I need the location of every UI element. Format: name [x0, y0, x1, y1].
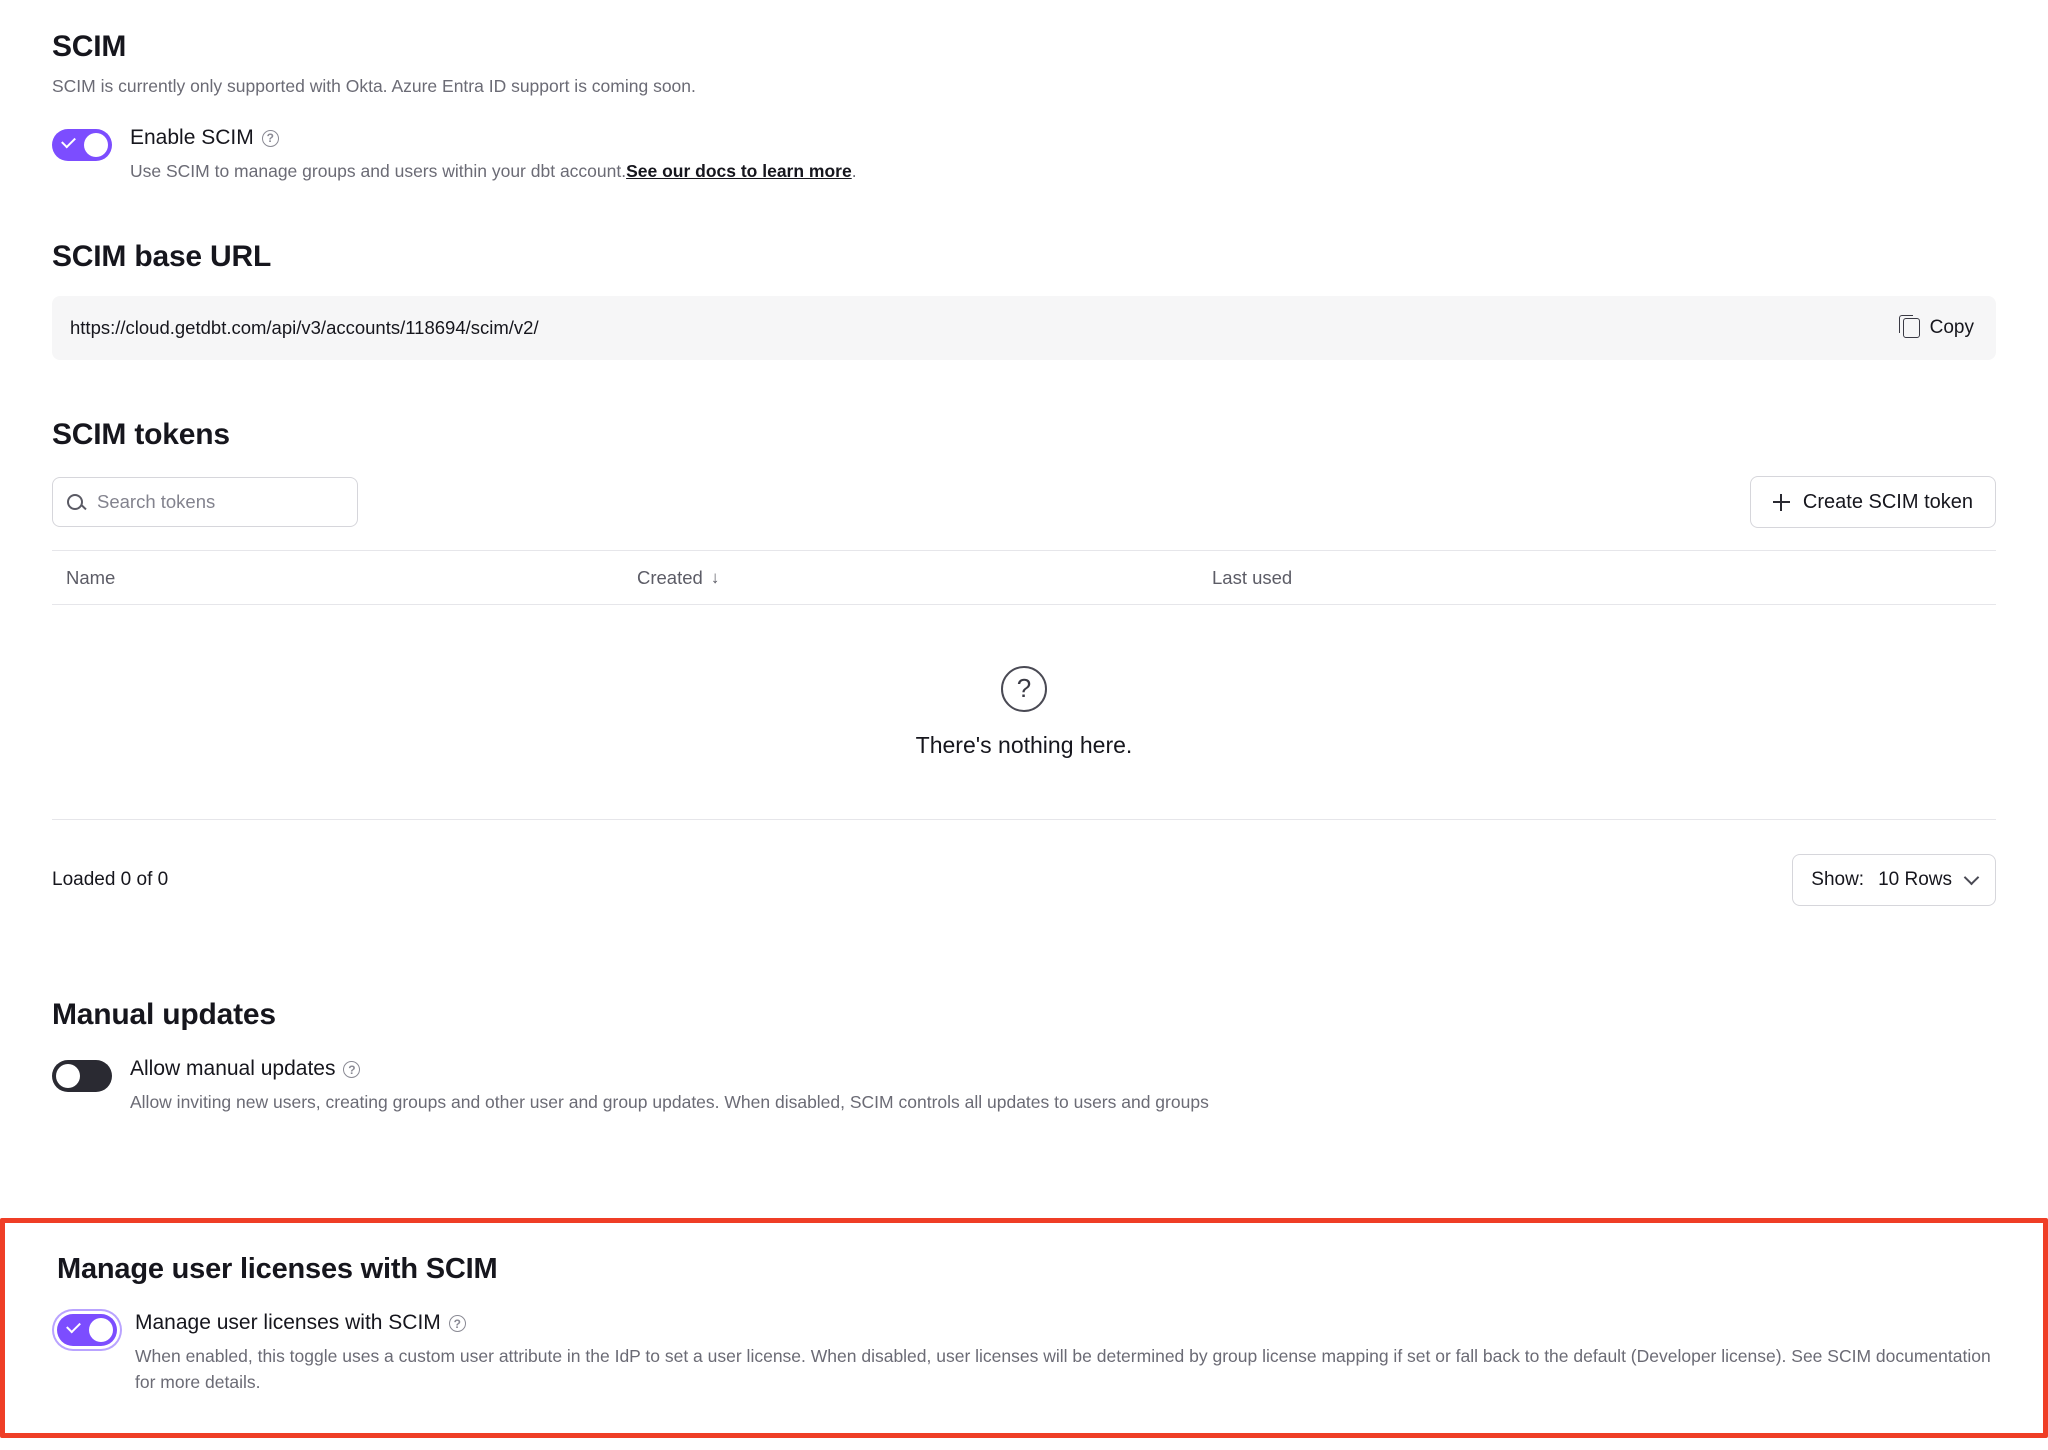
column-header-name[interactable]: Name: [66, 566, 116, 588]
create-scim-token-label: Create SCIM token: [1802, 490, 1973, 513]
enable-scim-label: Enable SCIM: [130, 125, 254, 149]
manual-updates-row: [52, 1056, 1996, 1116]
enable-scim-toggle[interactable]: [52, 129, 112, 161]
table-header-row: [52, 551, 1996, 605]
manage-user-licenses-highlight: [0, 1218, 2048, 1438]
help-icon[interactable]: ?: [262, 130, 279, 147]
search-input[interactable]: [95, 490, 343, 514]
rows-per-page-label: Show:: [1811, 869, 1865, 891]
copy-button-label: Copy: [1929, 317, 1974, 339]
manage-user-licenses-label: Manage user licenses with SCIM: [135, 1311, 441, 1334]
enable-scim-description: [130, 159, 857, 184]
manage-user-licenses-title: Manage user licenses with SCIM: [57, 1253, 498, 1285]
scim-docs-link[interactable]: See our docs to learn more: [626, 160, 852, 181]
column-header-last-used[interactable]: Last used: [1212, 566, 1293, 588]
page-title: SCIM: [52, 30, 127, 63]
plus-icon: [1773, 494, 1790, 511]
toggle-knob: [84, 133, 108, 157]
check-icon: [61, 133, 76, 148]
enable-scim-texts: [130, 125, 857, 185]
scim-base-url-section: [52, 240, 1996, 360]
check-icon: [66, 1319, 81, 1334]
search-tokens-box[interactable]: [52, 477, 358, 527]
scim-subtitle: SCIM is currently only supported with Okta. Azure Entra ID support is coming soon.: [52, 76, 696, 96]
column-header-created-label: Created: [637, 566, 703, 588]
manage-user-licenses-section: [5, 1223, 2043, 1395]
chevron-down-icon: [1964, 869, 1980, 885]
enable-scim-label-wrap: [130, 125, 857, 150]
sort-descending-icon: ↓: [710, 567, 720, 587]
manage-user-licenses-description: When enabled, this toggle uses a custom user attribute in the IdP to set a user license. When disabled, user licenses will be determined by group license mapping if set or fall back to the default (Developer license). See SCIM documentation for more details.: [135, 1346, 1991, 1392]
allow-manual-updates-label: Allow manual updates: [130, 1057, 336, 1081]
scim-base-url-value: https://cloud.getdbt.com/api/v3/accounts/118694/scim/v2/: [70, 317, 539, 339]
scim-tokens-section: [52, 418, 1996, 906]
manage-user-licenses-toggle[interactable]: [57, 1314, 117, 1346]
column-header-created[interactable]: [637, 567, 1212, 589]
manual-updates-section: [52, 998, 1996, 1116]
scim-base-url-box: [52, 296, 1996, 360]
empty-state: [52, 605, 1996, 820]
copy-icon: [1903, 318, 1920, 338]
create-scim-token-button[interactable]: [1750, 476, 1996, 528]
allow-manual-updates-toggle[interactable]: [52, 1060, 112, 1092]
enable-scim-description-suffix: .: [851, 160, 857, 181]
toggle-knob: [56, 1064, 80, 1088]
tokens-toolbar: [52, 476, 1996, 528]
help-icon[interactable]: ?: [449, 1315, 466, 1332]
scim-section: [52, 30, 1996, 184]
search-icon: [67, 494, 83, 510]
manual-updates-texts: [130, 1056, 1209, 1116]
rows-per-page-value: 10 Rows: [1878, 869, 1952, 891]
copy-button[interactable]: [1903, 317, 1974, 339]
help-icon[interactable]: ?: [343, 1061, 360, 1078]
scim-tokens-table: [52, 550, 1996, 820]
manage-user-licenses-row: [57, 1310, 1991, 1395]
enable-scim-row: [52, 125, 1996, 185]
table-footer: [52, 854, 1996, 906]
loaded-count: Loaded 0 of 0: [52, 869, 169, 891]
manage-user-licenses-label-wrap: [135, 1310, 1991, 1335]
enable-scim-description-prefix: Use SCIM to manage groups and users within your dbt account.: [130, 160, 627, 181]
question-mark-icon: ?: [1001, 666, 1047, 712]
scim-base-url-title: SCIM base URL: [52, 240, 272, 274]
manual-updates-title: Manual updates: [52, 998, 276, 1032]
scim-tokens-title: SCIM tokens: [52, 418, 230, 452]
manual-updates-label-wrap: [130, 1056, 1209, 1081]
toggle-knob: [89, 1318, 113, 1342]
rows-per-page-select[interactable]: [1792, 854, 1996, 906]
empty-state-message: There's nothing here.: [915, 731, 1133, 758]
manual-updates-description: Allow inviting new users, creating groups and other user and group updates. When disabled, SCIM controls all updates to users and groups: [130, 1092, 1209, 1113]
manage-user-licenses-texts: [135, 1310, 1991, 1395]
